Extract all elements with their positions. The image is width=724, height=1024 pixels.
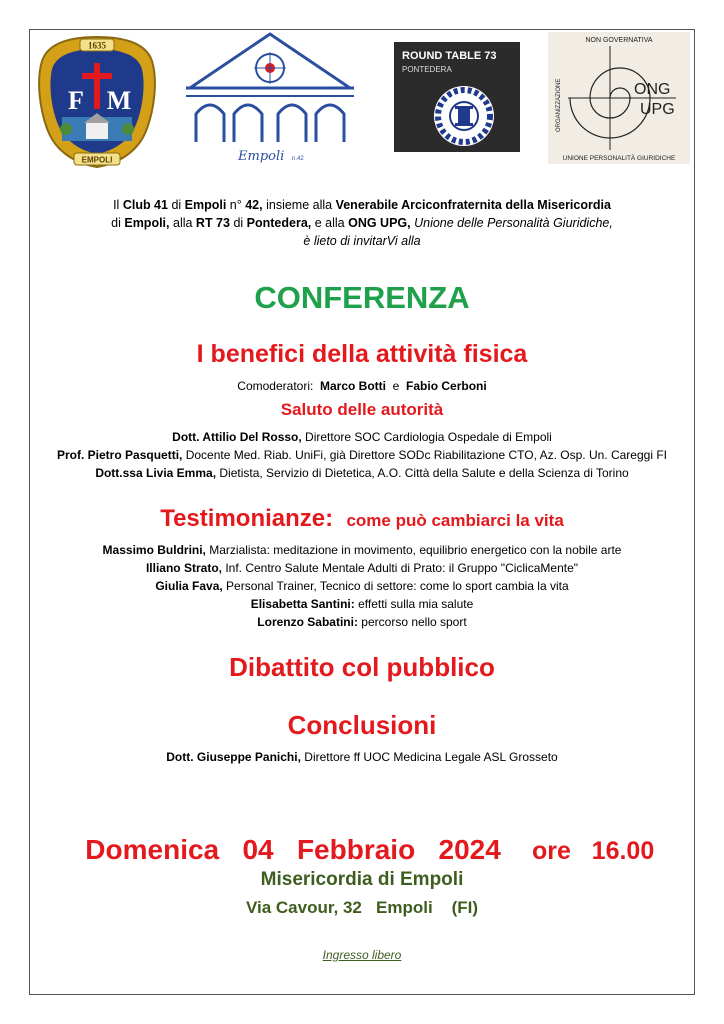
event-time: ore 16.00 [531, 837, 655, 865]
speaker-line: Dott.ssa Livia Emma, Dietista, Servizio di Dietetica, A.O. Città della Salute e della Scienza di Torino [95, 466, 629, 480]
speaker-line: Giulia Fava, Personal Trainer, Tecnico di settore: come lo sport cambia la vita [155, 579, 569, 593]
speaker-line: Illiano Strato, Inf. Centro Salute Mentale Adulti di Prato: il Gruppo "CiclicaMente" [145, 561, 579, 575]
event-datetime [30, 802, 694, 866]
speaker-line: Lorenzo Sabatini: percorso nello sport [257, 615, 467, 629]
speaker-line: Massimo Buldrini, Marzialista: meditazione in movimento, equilibrio energetico con la nobile arte [102, 543, 622, 557]
moderator-1: Marco Botti [320, 379, 386, 393]
speaker-line: Prof. Pietro Pasquetti, Docente Med. Riab. UniFi, già Direttore SODc Riabilitazione CTO, Az. Osp. Un. Careggi FI [57, 448, 667, 462]
ong-top-text: NON GOVERNATIVA [585, 37, 653, 44]
rt-subtitle: PONTEDERA [402, 65, 452, 74]
ong-side-text: ORGANIZZAZIONE [556, 78, 562, 132]
conference-title: I benefici della attività fisica [196, 340, 528, 368]
intro-line-1: Il Club 41 di Empoli n° 42, insieme alla Venerabile Arciconfraternita della Misericordia [113, 198, 611, 212]
conclusions-speaker: Dott. Giuseppe Panichi, Direttore ff UOC Medicina Legale ASL Grosseto [166, 750, 558, 764]
crest-initial-right: M [106, 86, 132, 115]
speaker-line: Elisabetta Santini: effetti sulla mia salute [250, 597, 474, 611]
moderator-2: Fabio Cerboni [406, 379, 487, 393]
rt-title: ROUND TABLE 73 [402, 50, 497, 62]
crest-city: EMPOLI [81, 155, 113, 165]
ong-bottom-text: UNIONE PERSONALITÀ GIURIDICHE [562, 155, 676, 162]
entry-note: Ingresso libero [322, 948, 402, 962]
conclusions-heading: Conclusioni [287, 710, 437, 740]
testimonials-heading: Testimonianze: come può cambiarci la vita [160, 505, 564, 532]
intro-line-3: è lieto di invitarVi alla [303, 234, 421, 248]
club41-caption: Empoli [238, 149, 285, 164]
misericordia-crest-logo [34, 33, 160, 170]
ong-name-2: UPG [640, 101, 675, 118]
intro-line-2: di Empoli, alla RT 73 di Pontedera, e alla ONG UPG, Unione delle Personalità Giuridiche, [111, 216, 613, 230]
event-address: Via Cavour, 32 Empoli (FI) [245, 898, 479, 917]
moderators-line: Comoderatori: Marco Botti e Fabio Cerboni [237, 379, 487, 393]
event-venue: Misericordia di Empoli [260, 869, 464, 890]
club41-number: n.42 [292, 156, 304, 162]
testimonials-subheading: come può cambiarci la vita [346, 511, 564, 530]
greetings-heading: Saluto delle autorità [280, 400, 444, 419]
ong-name-1: ONG [634, 81, 671, 98]
entry-note-wrapper [30, 946, 694, 964]
speaker-line: Dott. Attilio Del Rosso, Direttore SOC Cardiologia Ospedale di Empoli [172, 430, 552, 444]
event-date: Domenica 04 Febbraio 2024 [85, 834, 501, 865]
club41-empoli-logo [182, 30, 358, 168]
crest-initial-left: F [68, 86, 84, 115]
ong-upg-logo [548, 32, 690, 164]
testimonials-speakers [30, 541, 694, 631]
greetings-speakers [30, 428, 694, 482]
crest-year: 1635 [88, 40, 106, 51]
conference-heading: CONFERENZA [254, 280, 470, 315]
intro-text [30, 196, 694, 250]
round-table-73-logo [394, 42, 520, 152]
debate-heading: Dibattito col pubblico [229, 652, 495, 682]
